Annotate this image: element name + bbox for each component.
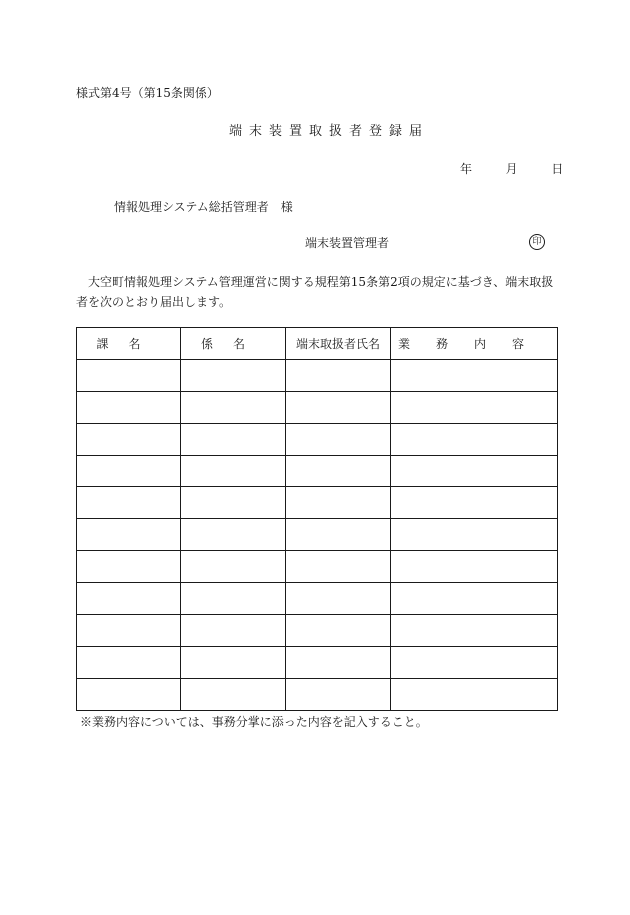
- cell-unit[interactable]: [181, 551, 286, 583]
- cell-section[interactable]: [77, 615, 181, 647]
- cell-work[interactable]: [391, 615, 558, 647]
- table-row: [77, 551, 558, 583]
- submitter-title: 端末装置管理者: [305, 236, 390, 250]
- cell-section[interactable]: [77, 583, 181, 615]
- cell-operator[interactable]: [286, 519, 391, 551]
- cell-operator[interactable]: [286, 551, 391, 583]
- cell-operator[interactable]: [286, 423, 391, 455]
- cell-section[interactable]: [77, 551, 181, 583]
- cell-operator[interactable]: [286, 359, 391, 391]
- cell-unit[interactable]: [181, 487, 286, 519]
- cell-operator[interactable]: [286, 391, 391, 423]
- cell-operator[interactable]: [286, 583, 391, 615]
- cell-work[interactable]: [391, 551, 558, 583]
- cell-unit[interactable]: [181, 615, 286, 647]
- cell-unit[interactable]: [181, 455, 286, 487]
- cell-work[interactable]: [391, 678, 558, 710]
- cell-section[interactable]: [77, 519, 181, 551]
- cell-unit[interactable]: [181, 359, 286, 391]
- cell-operator[interactable]: [286, 455, 391, 487]
- cell-section[interactable]: [77, 487, 181, 519]
- cell-work[interactable]: [391, 359, 558, 391]
- table-row: [77, 487, 558, 519]
- cell-section[interactable]: [77, 678, 181, 710]
- table-row: [77, 615, 558, 647]
- table-row: [77, 391, 558, 423]
- cell-unit[interactable]: [181, 678, 286, 710]
- cell-section[interactable]: [77, 423, 181, 455]
- date-day-label: 日: [551, 162, 564, 176]
- cell-unit[interactable]: [181, 646, 286, 678]
- table-row: [77, 583, 558, 615]
- cell-work[interactable]: [391, 391, 558, 423]
- cell-work[interactable]: [391, 423, 558, 455]
- table-row: [77, 423, 558, 455]
- date-line: [460, 160, 563, 177]
- cell-unit[interactable]: [181, 391, 286, 423]
- cell-section[interactable]: [77, 455, 181, 487]
- cell-work[interactable]: [391, 455, 558, 487]
- header-operator-name: 端末取扱者氏名: [286, 328, 391, 360]
- seal-mark: 印: [529, 234, 545, 250]
- header-unit-name: 係名: [181, 328, 286, 360]
- register-table: [76, 327, 558, 711]
- table-header-row: [77, 328, 558, 360]
- cell-operator[interactable]: [286, 487, 391, 519]
- cell-work[interactable]: [391, 583, 558, 615]
- table-row: [77, 519, 558, 551]
- cell-operator[interactable]: [286, 646, 391, 678]
- cell-unit[interactable]: [181, 423, 286, 455]
- cell-operator[interactable]: [286, 678, 391, 710]
- cell-operator[interactable]: [286, 615, 391, 647]
- table-row: [77, 455, 558, 487]
- cell-unit[interactable]: [181, 583, 286, 615]
- body-text: 大空町情報処理システム管理運営に関する規程第15条第2項の規定に基づき、端末取扱者を次のとおり届出します。: [76, 275, 554, 309]
- footnote: ※業務内容については、事務分掌に添った内容を記入すること。: [80, 715, 428, 729]
- cell-work[interactable]: [391, 519, 558, 551]
- cell-section[interactable]: [77, 646, 181, 678]
- date-month-label: 月: [505, 162, 518, 176]
- header-section-name: 課名: [77, 328, 181, 360]
- header-work-content: 業務内容: [391, 328, 558, 360]
- cell-unit[interactable]: [181, 519, 286, 551]
- table-row: [77, 646, 558, 678]
- table-row: [77, 678, 558, 710]
- cell-work[interactable]: [391, 646, 558, 678]
- form-number: 様式第4号（第15条関係）: [76, 86, 219, 100]
- table-row: [77, 359, 558, 391]
- cell-work[interactable]: [391, 487, 558, 519]
- date-year-label: 年: [460, 162, 473, 176]
- addressee: 情報処理システム総括管理者 様: [114, 200, 293, 214]
- table-body: [77, 359, 558, 710]
- cell-section[interactable]: [77, 391, 181, 423]
- cell-section[interactable]: [77, 359, 181, 391]
- document-title: 端末装置取扱者登録届: [229, 124, 430, 139]
